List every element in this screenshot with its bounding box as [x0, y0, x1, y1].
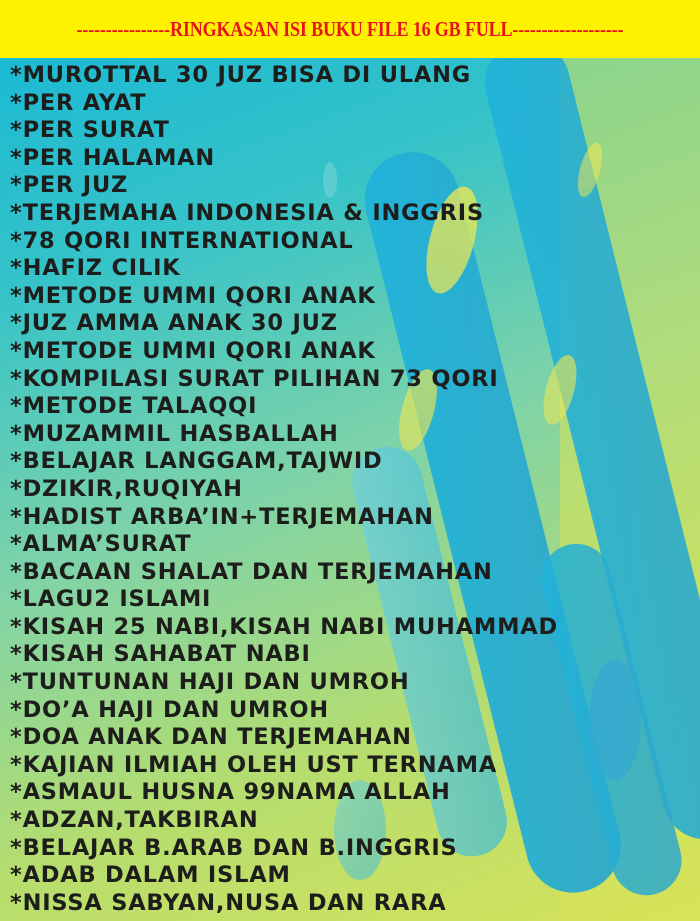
- list-item: *HADIST ARBA’IN+TERJEMAHAN: [10, 503, 434, 530]
- list-item: *ADAB DALAM ISLAM: [10, 862, 291, 889]
- list-item: *PER SURAT: [10, 117, 170, 144]
- list-item: *MUZAMMIL HASBALLAH: [10, 420, 339, 447]
- list-item: *TERJEMAHA INDONESIA & INGGRIS: [10, 199, 484, 226]
- list-item: *LAGU2 ISLAMI: [10, 586, 212, 613]
- list-item: *DZIKIR,RUQIYAH: [10, 475, 243, 502]
- list-item: *PER JUZ: [10, 172, 129, 199]
- list-item: *JUZ AMMA ANAK 30 JUZ: [10, 310, 338, 337]
- list-item: *METODE TALAQQI: [10, 393, 258, 420]
- list-item: *MUROTTAL 30 JUZ BISA DI ULANG: [10, 62, 472, 88]
- list-item: *78 QORI INTERNATIONAL: [10, 227, 354, 254]
- list-item: *PER HALAMAN: [10, 144, 216, 171]
- list-item: *PER AYAT: [10, 89, 147, 116]
- header-banner: [0, 0, 700, 58]
- list-item: *ASMAUL HUSNA 99NAMA ALLAH: [10, 779, 451, 806]
- list-item: *NISSA SABYAN,NUSA DAN RARA: [10, 889, 447, 916]
- list-item: *BACAAN SHALAT DAN TERJEMAHAN: [10, 558, 493, 585]
- list-item: *METODE UMMI QORI ANAK: [10, 282, 376, 309]
- list-item: *METODE UMMI QORI ANAK: [10, 337, 376, 364]
- banner-title: ----------------RINGKASAN ISI BUKU FILE 16 GB FULL-------------------: [76, 16, 624, 41]
- list-item: *KAJIAN ILMIAH OLEH UST TERNAMA: [10, 751, 498, 778]
- content-list: [10, 62, 558, 917]
- list-item: *ALMA’SURAT: [10, 531, 192, 558]
- list-item: *BELAJAR B.ARAB DAN B.INGGRIS: [10, 834, 458, 861]
- list-item: *ADZAN,TAKBIRAN: [10, 807, 259, 834]
- list-item: *TUNTUNAN HAJI DAN UMROH: [10, 669, 410, 696]
- list-item: *HAFIZ CILIK: [10, 255, 181, 282]
- list-item: *KOMPILASI SURAT PILIHAN 73 QORI: [10, 365, 499, 392]
- list-item: *DO’A HAJI DAN UMROH: [10, 696, 329, 723]
- list-item: *DOA ANAK DAN TERJEMAHAN: [10, 724, 412, 751]
- list-item: *KISAH 25 NABI,KISAH NABI MUHAMMAD: [10, 613, 558, 640]
- list-item: *KISAH SAHABAT NABI: [10, 641, 311, 668]
- list-item: *BELAJAR LANGGAM,TAJWID: [10, 448, 383, 475]
